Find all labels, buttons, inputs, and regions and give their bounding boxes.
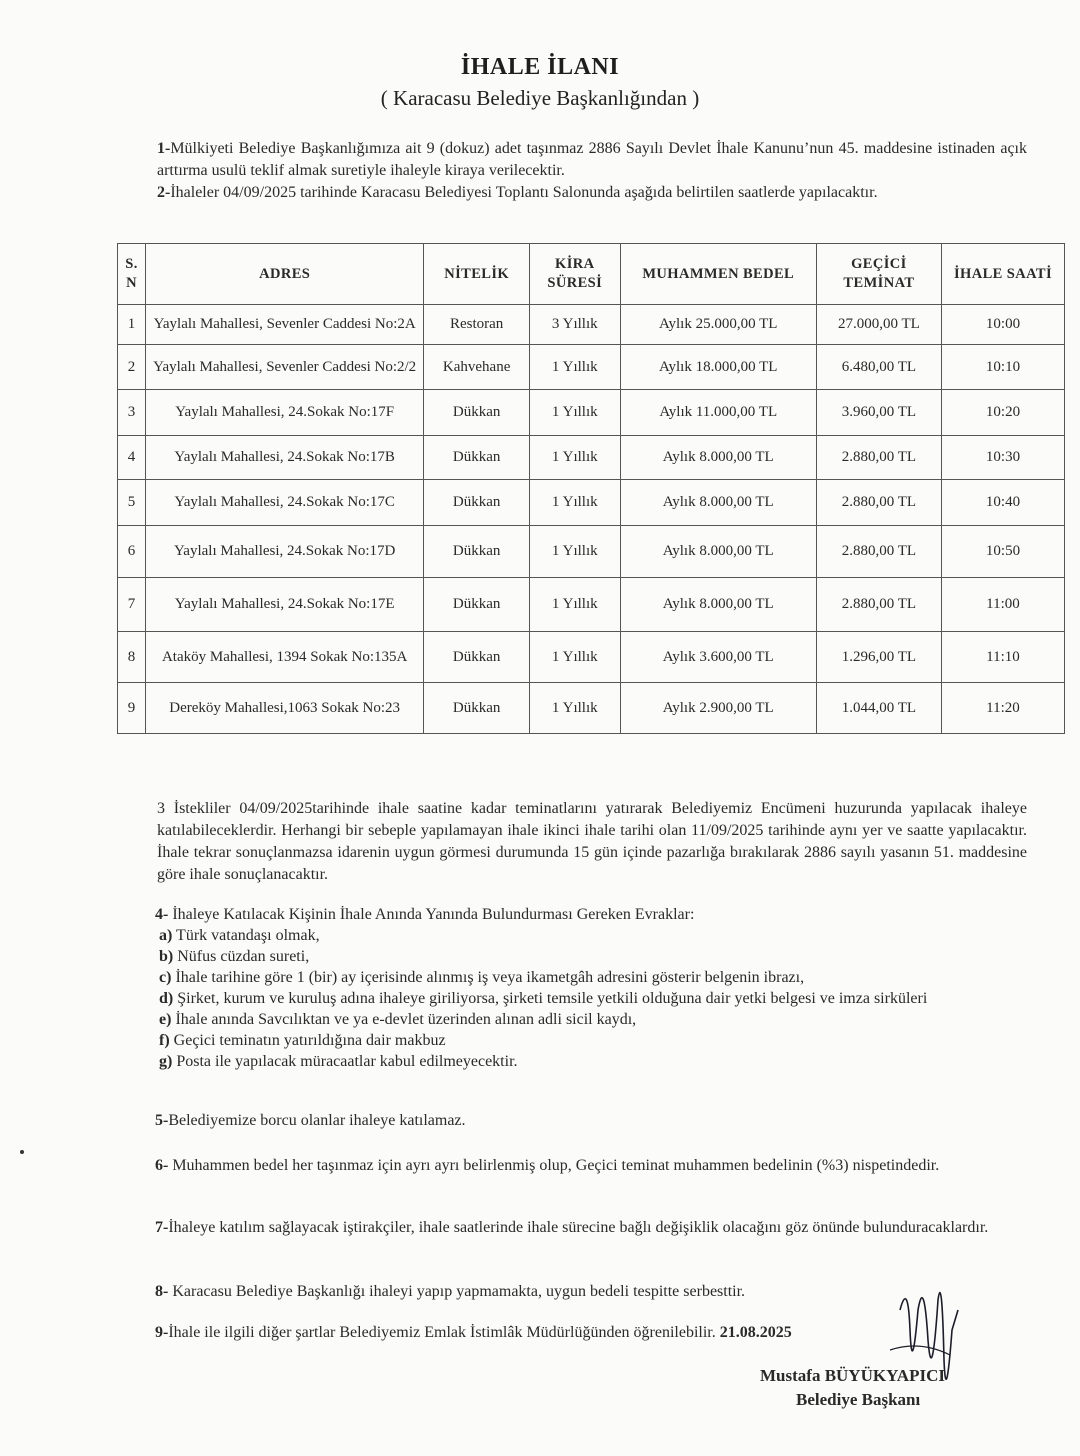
table-row: [118, 305, 1065, 345]
list-item-label: b): [159, 948, 174, 965]
cell-nitelik: Dükkan: [424, 578, 530, 632]
section-4: [155, 904, 1027, 1072]
cell-saat: 11:10: [941, 632, 1064, 683]
section-8-number: 8-: [155, 1283, 169, 1300]
cell-gecici: 6.480,00 TL: [816, 345, 941, 390]
cell-adres: Yaylalı Mahallesi, 24.Sokak No:17C: [146, 480, 424, 526]
cell-gecici: 1.296,00 TL: [816, 632, 941, 683]
cell-sn: 6: [118, 526, 146, 578]
cell-adres: Yaylalı Mahallesi, Sevenler Caddesi No:2A: [146, 305, 424, 345]
list-item-text: Türk vatandaşı olmak,: [176, 927, 320, 944]
cell-saat: 10:40: [941, 480, 1064, 526]
cell-adres: Yaylalı Mahallesi, Sevenler Caddesi No:2/2: [146, 345, 424, 390]
list-item-text: İhale tarihine göre 1 (bir) ay içerisinde alınmış iş veya ikametgâh adresini gösterir belgenin ibrazı,: [175, 969, 805, 986]
cell-adres: Yaylalı Mahallesi, 24.Sokak No:17F: [146, 390, 424, 436]
section-6: [155, 1155, 1027, 1176]
cell-kira: 1 Yıllık: [529, 578, 620, 632]
header-sn: S. N: [118, 244, 146, 305]
cell-kira: 1 Yıllık: [529, 526, 620, 578]
cell-sn: 9: [118, 683, 146, 734]
cell-sn: 7: [118, 578, 146, 632]
cell-kira: 1 Yıllık: [529, 480, 620, 526]
cell-sn: 4: [118, 436, 146, 480]
section-7: [155, 1217, 1027, 1238]
cell-kira: 1 Yıllık: [529, 345, 620, 390]
cell-gecici: 1.044,00 TL: [816, 683, 941, 734]
section-5: [155, 1110, 1027, 1131]
document-list-item: [159, 1051, 1027, 1072]
header-adres: ADRES: [146, 244, 424, 305]
tender-table: [117, 243, 1065, 734]
header-kira-suresi: KİRA SÜRESİ: [529, 244, 620, 305]
cell-muhammen: Aylık 3.600,00 TL: [620, 632, 816, 683]
cell-gecici: 2.880,00 TL: [816, 578, 941, 632]
paragraph-2-number: 2-: [157, 184, 171, 201]
cell-saat: 10:10: [941, 345, 1064, 390]
document-list-item: [159, 988, 1027, 1009]
section-5-text: Belediyemize borcu olanlar ihaleye katılamaz.: [168, 1112, 466, 1129]
cell-nitelik: Dükkan: [424, 632, 530, 683]
cell-nitelik: Dükkan: [424, 390, 530, 436]
cell-gecici: 3.960,00 TL: [816, 390, 941, 436]
table-header-row: [118, 244, 1065, 305]
document-list-item: [159, 967, 1027, 988]
cell-sn: 1: [118, 305, 146, 345]
document-list-item: [159, 1009, 1027, 1030]
cell-kira: 3 Yıllık: [529, 305, 620, 345]
table-row: [118, 345, 1065, 390]
table-row: [118, 526, 1065, 578]
cell-gecici: 27.000,00 TL: [816, 305, 941, 345]
cell-kira: 1 Yıllık: [529, 632, 620, 683]
section-4-heading-text: İhaleye Katılacak Kişinin İhale Anında Yanında Bulundurması Gereken Evraklar:: [172, 906, 695, 923]
page-subtitle: ( Karacasu Belediye Başkanlığından ): [380, 86, 700, 110]
cell-saat: 10:20: [941, 390, 1064, 436]
paragraph-1-text: Mülkiyeti Belediye Başkanlığımıza ait 9 (dokuz) adet taşınmaz 2886 Sayılı Devlet İhale Kanunu’nun 45. maddesine istinaden açık arttırma usulü teklif almak suretiyle ihaleyle kiraya verilecektir.: [157, 140, 1027, 179]
paragraph-2: [157, 182, 1027, 204]
cell-nitelik: Kahvehane: [424, 345, 530, 390]
list-item-label: e): [159, 1011, 172, 1028]
list-item-label: a): [159, 927, 173, 944]
cell-gecici: 2.880,00 TL: [816, 436, 941, 480]
document-list-item: [159, 1030, 1027, 1051]
cell-muhammen: Aylık 25.000,00 TL: [620, 305, 816, 345]
section-3: 3 İstekliler 04/09/2025tarihinde ihale saatine kadar teminatlarını yatırarak Belediyemiz Encümeni huzurunda yapılacak ihaleye katılabileceklerdir. Herhangi bir sebeple yapılamayan ihale ikinci ihale tarihi olan 11/09/2025 tarihinde aynı yer ve saatte yapılacaktır. İhale tekrar sonuçlanmazsa idarenin uygun görmesi durumunda 15 gün içinde pazarlığa bırakılarak 2886 sayılı yasanın 51. maddesine göre ihale sonuçlanacaktır.: [157, 800, 1027, 883]
cell-kira: 1 Yıllık: [529, 390, 620, 436]
cell-adres: Yaylalı Mahallesi, 24.Sokak No:17D: [146, 526, 424, 578]
cell-adres: Yaylalı Mahallesi, 24.Sokak No:17B: [146, 436, 424, 480]
section-6-text: Muhammen bedel her taşınmaz için ayrı ayrı belirlenmiş olup, Geçici teminat muhammen bedelinin (%3) nispetindedir.: [172, 1157, 940, 1174]
list-item-text: Nüfus cüzdan sureti,: [177, 948, 310, 965]
cell-muhammen: Aylık 11.000,00 TL: [620, 390, 816, 436]
section-7-text: İhaleye katılım sağlayacak iştirakçiler, ihale saatlerinde ihale sürecine bağlı değişiklik olacağını göz önünde bulunduracaklardır.: [168, 1219, 989, 1236]
list-item-text: İhale anında Savcılıktan ve ya e-devlet üzerinden alınan adli sicil kaydı,: [175, 1011, 637, 1028]
document-list: [155, 925, 1027, 1072]
speck-mark: [20, 1150, 24, 1154]
section-4-heading: [155, 904, 1027, 925]
paragraph-1-number: 1-: [157, 140, 171, 157]
cell-nitelik: Dükkan: [424, 436, 530, 480]
paragraph-2-text: İhaleler 04/09/2025 tarihinde Karacasu Belediyesi Toplantı Salonunda aşağıda belirtilen saatlerde yapılacaktır.: [170, 184, 878, 201]
document-list-item: [159, 946, 1027, 967]
header-gecici-teminat: GEÇİCİ TEMİNAT: [816, 244, 941, 305]
table-row: [118, 480, 1065, 526]
header-muhammen-bedel: MUHAMMEN BEDEL: [620, 244, 816, 305]
cell-adres: Yaylalı Mahallesi, 24.Sokak No:17E: [146, 578, 424, 632]
page-title: İHALE İLANI: [460, 54, 620, 80]
header-ihale-saati: İHALE SAATİ: [941, 244, 1064, 305]
list-item-text: Geçici teminatın yatırıldığına dair makbuz: [173, 1032, 446, 1049]
cell-saat: 11:20: [941, 683, 1064, 734]
cell-nitelik: Dükkan: [424, 683, 530, 734]
cell-sn: 3: [118, 390, 146, 436]
section-9-text: İhale ile ilgili diğer şartlar Belediyemiz Emlak İstimlâk Müdürlüğünden öğrenilebilir.: [168, 1324, 716, 1341]
cell-gecici: 2.880,00 TL: [816, 526, 941, 578]
cell-adres: Ataköy Mahallesi, 1394 Sokak No:135A: [146, 632, 424, 683]
cell-nitelik: Restoran: [424, 305, 530, 345]
table-row: [118, 683, 1065, 734]
cell-muhammen: Aylık 8.000,00 TL: [620, 578, 816, 632]
cell-nitelik: Dükkan: [424, 480, 530, 526]
cell-sn: 5: [118, 480, 146, 526]
list-item-label: c): [159, 969, 172, 986]
cell-muhammen: Aylık 8.000,00 TL: [620, 436, 816, 480]
cell-muhammen: Aylık 8.000,00 TL: [620, 526, 816, 578]
cell-saat: 10:00: [941, 305, 1064, 345]
document-list-item: [159, 925, 1027, 946]
list-item-text: Posta ile yapılacak müracaatlar kabul edilmeyecektir.: [176, 1053, 518, 1070]
cell-sn: 2: [118, 345, 146, 390]
section-9-number: 9-: [155, 1324, 169, 1341]
paragraph-1: [157, 138, 1027, 182]
section-5-number: 5-: [155, 1112, 169, 1129]
cell-kira: 1 Yıllık: [529, 683, 620, 734]
cell-muhammen: Aylık 8.000,00 TL: [620, 480, 816, 526]
table-row: [118, 578, 1065, 632]
section-6-number: 6-: [155, 1157, 169, 1174]
list-item-text: Şirket, kurum ve kuruluş adına ihaleye giriliyorsa, şirketi temsile yetkili olduğuna dair yetki belgesi ve imza sirküleri: [177, 990, 928, 1007]
cell-gecici: 2.880,00 TL: [816, 480, 941, 526]
cell-saat: 10:30: [941, 436, 1064, 480]
section-7-number: 7-: [155, 1219, 169, 1236]
cell-muhammen: Aylık 18.000,00 TL: [620, 345, 816, 390]
cell-saat: 11:00: [941, 578, 1064, 632]
table-row: [118, 390, 1065, 436]
cell-muhammen: Aylık 2.900,00 TL: [620, 683, 816, 734]
section-4-number: 4-: [155, 906, 169, 923]
cell-nitelik: Dükkan: [424, 526, 530, 578]
list-item-label: f): [159, 1032, 170, 1049]
cell-sn: 8: [118, 632, 146, 683]
cell-kira: 1 Yıllık: [529, 436, 620, 480]
header-nitelik: NİTELİK: [424, 244, 530, 305]
cell-adres: Dereköy Mahallesi,1063 Sokak No:23: [146, 683, 424, 734]
document-date: 21.08.2025: [719, 1324, 792, 1341]
signatory-title: Belediye Başkanı: [796, 1390, 921, 1409]
section-8-text: Karacasu Belediye Başkanlığı ihaleyi yapıp yapmamakta, uygun bedeli tespitte serbesttir.: [172, 1283, 746, 1300]
cell-saat: 10:50: [941, 526, 1064, 578]
list-item-label: g): [159, 1053, 173, 1070]
list-item-label: d): [159, 990, 174, 1007]
signatory-name: Mustafa BÜYÜKYAPICI: [760, 1366, 945, 1385]
table-body: [118, 305, 1065, 734]
table-row: [118, 436, 1065, 480]
table-row: [118, 632, 1065, 683]
